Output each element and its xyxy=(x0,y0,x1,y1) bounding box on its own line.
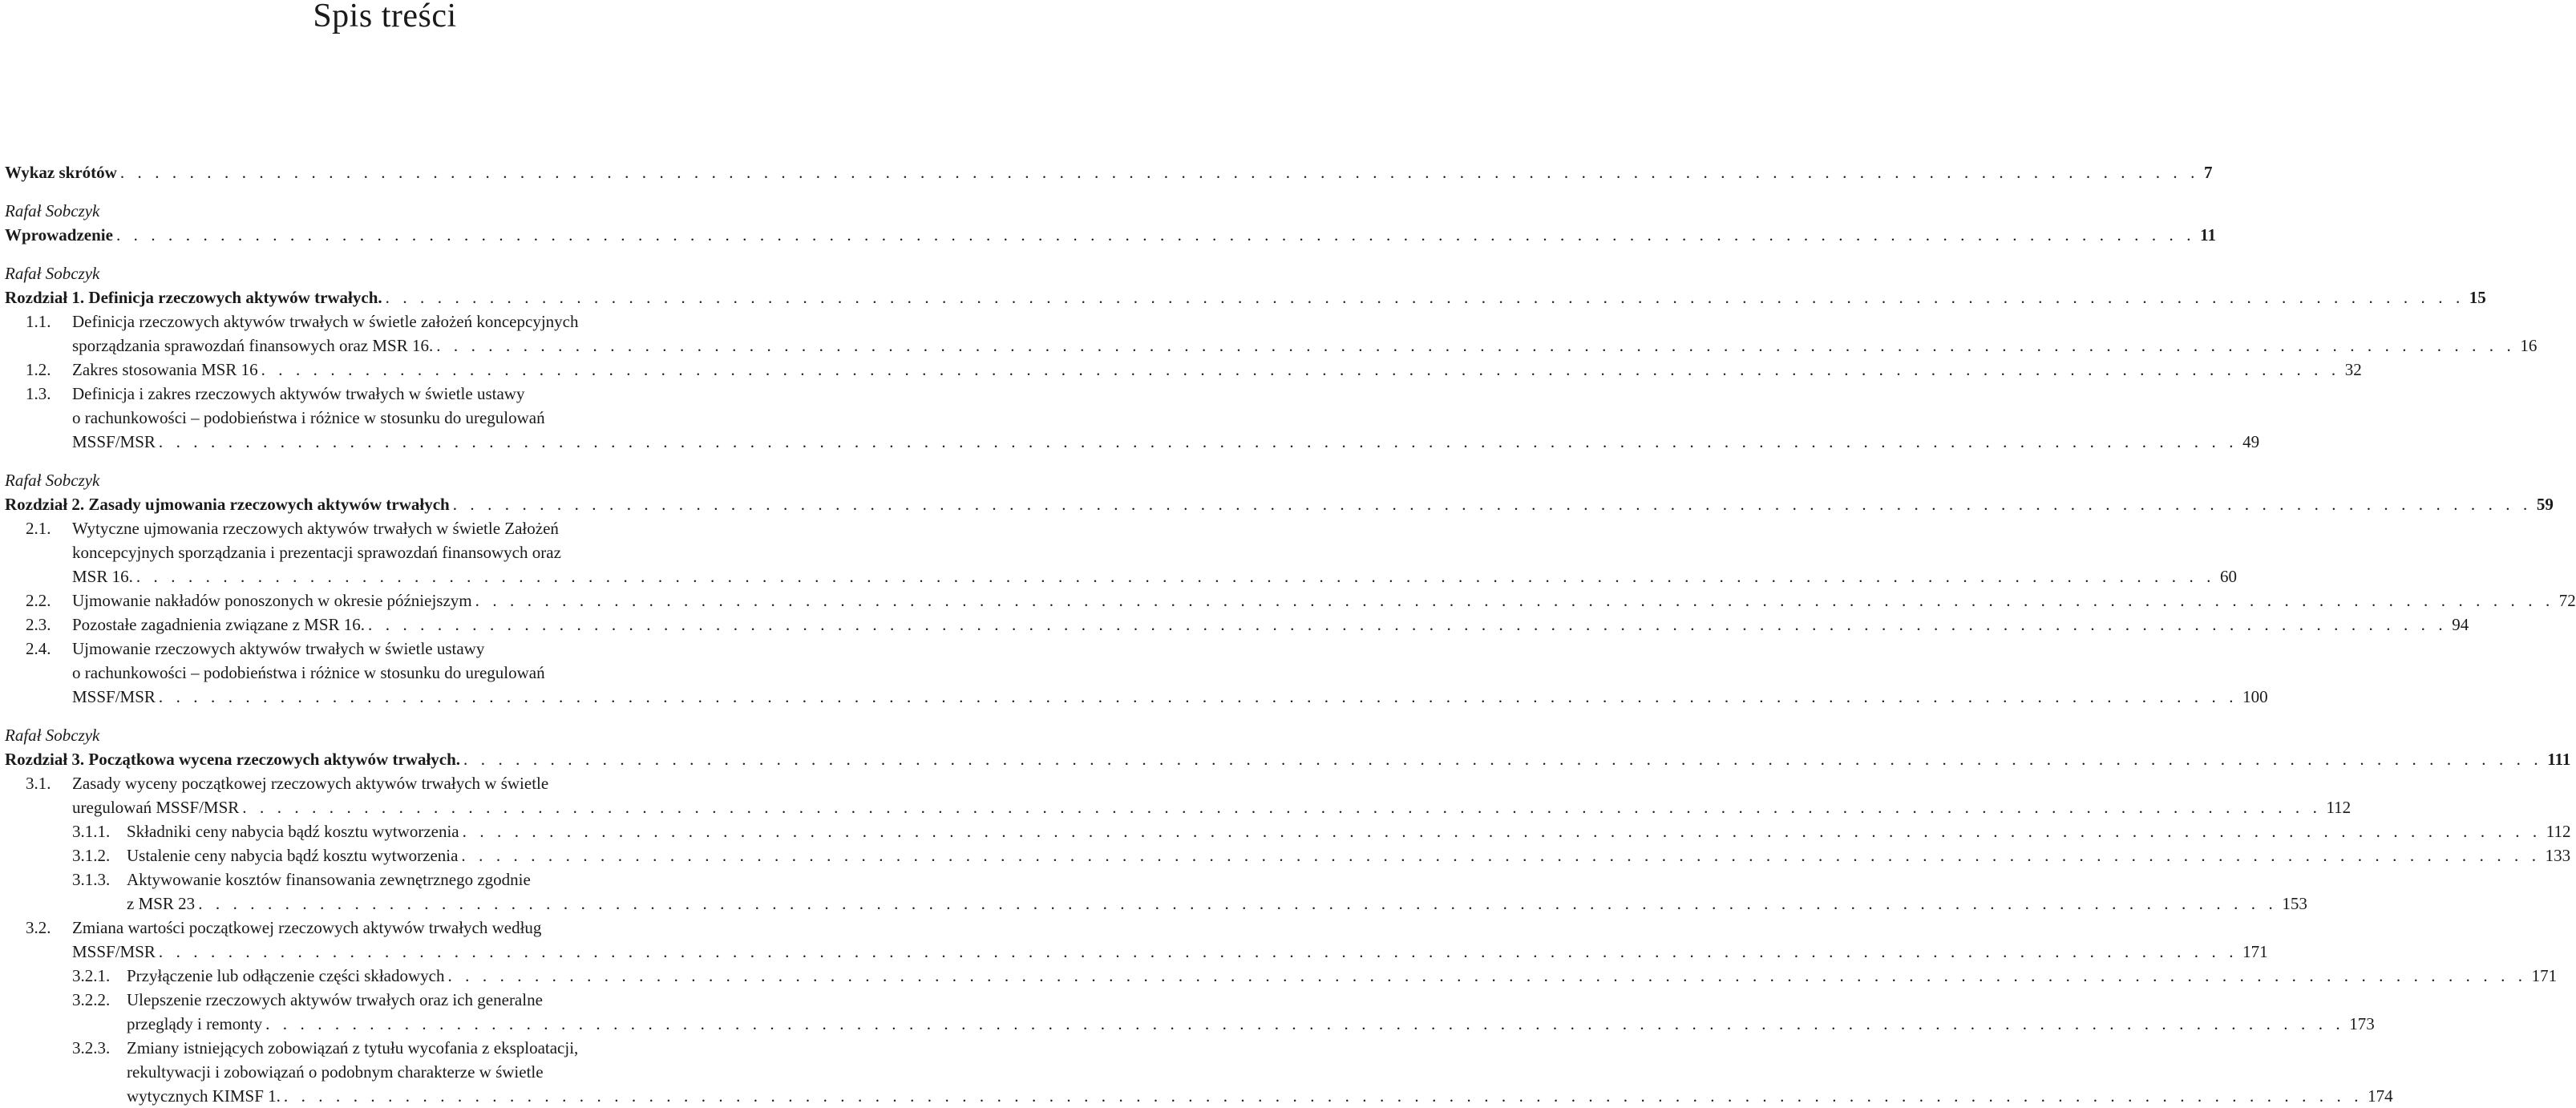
toc-entry[interactable] xyxy=(5,223,2216,247)
toc-entry-text: Zmiany istniejących zobowiązań z tytułu wycofania z eksploatacji, xyxy=(127,1038,579,1057)
toc-entry-text: MSSF/MSR xyxy=(72,687,156,706)
toc-entry[interactable] xyxy=(5,988,2375,1036)
table-of-contents xyxy=(5,160,2576,1108)
toc-entry-text: Rozdział 2. Zasady ujmowania rzeczowych aktywów trwałych xyxy=(5,495,450,514)
toc-entry-text: rekultywacji i zobowiązań o podobnym charakterze w świetle xyxy=(127,1062,544,1082)
dot-leader: . . . . . . . . . . . . . . . . . . . . . . . . . . . . . . . . . . . . . . . . . . . . . . . . . . . . . . . . . . . . . . . . . . . . . . . . . . . . . . . . . . . . . . . . . . . . . . . . . . . . . . . . . . . . . . . . . . . . . . . . xyxy=(452,495,2532,514)
toc-entry[interactable] xyxy=(5,843,2571,867)
toc-entry-text: o rachunkowości – podobieństwa i różnice w stosunku do uregulowań xyxy=(72,408,545,427)
dot-leader: . . . . . . . . . . . . . . . . . . . . . . . . . . . . . . . . . . . . . . . . . . . . . . . . . . . . . . . . . . . . . . . . . . . . . . . . . . . . . . . . . . . . . . . . . . . . . . . . . . . . . . . . . . . . . . . . . . . . . . . . xyxy=(119,163,2199,182)
dot-leader: . . . . . . . . . . . . . . . . . . . . . . . . . . . . . . . . . . . . . . . . . . . . . . . . . . . . . . . . . . . . . . . . . . . . . . . . . . . . . . . . . . . . . . . . . . . . . . . . . . . . . . . . . . . . . . . . . . . . . . . . xyxy=(158,432,2238,451)
toc-entry[interactable] xyxy=(5,160,2213,184)
chapter-author: Rafał Sobczyk xyxy=(5,726,100,745)
toc-entry[interactable] xyxy=(5,637,2268,709)
dot-leader: . . . . . . . . . . . . . . . . . . . . . . . . . . . . . . . . . . . . . . . . . . . . . . . . . . . . . . . . . . . . . . . . . . . . . . . . . . . . . . . . . . . . . . . . . . . . . . . . . . . . . . . . . . . . . . . . . . . . . . . . xyxy=(462,822,2542,841)
toc-entry[interactable] xyxy=(5,516,2238,588)
toc-entry-page: 112 xyxy=(2546,822,2571,841)
toc-entry-text: MSSF/MSR xyxy=(72,432,156,451)
toc-entry[interactable] xyxy=(5,819,2571,843)
toc-entry-page: 153 xyxy=(2282,894,2307,913)
toc-entry-page: 171 xyxy=(2531,966,2558,985)
dot-leader: . . . . . . . . . . . . . . . . . . . . . . . . . . . . . . . . . . . . . . . . . . . . . . . . . . . . . . . . . . . . . . . . . . . . . . . . . . . . . . . . . . . . . . . . . . . . . . . . . . . . . . . . . . . . . . . . . . . . . . . . xyxy=(368,615,2448,634)
dot-leader: . . . . . . . . . . . . . . . . . . . . . . . . . . . . . . . . . . . . . . . . . . . . . . . . . . . . . . . . . . . . . . . . . . . . . . . . . . . . . . . . . . . . . . . . . . . . . . . . . . . . . . . . . . . . . . . . . . . . . . . . xyxy=(261,360,2340,379)
toc-entry-page: 133 xyxy=(2545,846,2571,865)
toc-entry-text: Rozdział 1. Definicja rzeczowych aktywów trwałych. xyxy=(5,288,382,307)
toc-entry-text: MSSF/MSR xyxy=(72,942,156,961)
toc-entry-text: uregulowań MSSF/MSR xyxy=(72,798,240,817)
toc-entry[interactable] xyxy=(5,771,2352,819)
toc-entry-text: sporządzania sprawozdań finansowych oraz MSR 16. xyxy=(72,336,434,355)
chapter-author: Rafał Sobczyk xyxy=(5,201,100,220)
toc-entry[interactable] xyxy=(5,916,2268,964)
toc-entry-text: Wykaz skrótów xyxy=(5,163,117,182)
toc-entry-number: 2.1. xyxy=(26,519,51,538)
toc-entry-number: 3.2.1. xyxy=(72,966,111,985)
toc-entry-text: Ulepszenie rzeczowych aktywów trwałych oraz ich generalne xyxy=(127,990,543,1009)
toc-entry-page: 15 xyxy=(2469,288,2486,307)
toc-entry-number: 1.3. xyxy=(26,384,51,403)
toc-entry-text: przeglądy i remonty xyxy=(127,1014,263,1033)
toc-entry-text: MSR 16. xyxy=(72,567,133,586)
toc-entry[interactable] xyxy=(5,613,2469,637)
toc-entry-text: Rozdział 3. Początkowa wycena rzeczowych aktywów trwałych. xyxy=(5,750,461,769)
toc-entry-text: Wprowadzenie xyxy=(5,225,113,245)
toc-entry-text: Składniki ceny nabycia bądź kosztu wytworzenia xyxy=(127,822,459,841)
toc-entry-page: 112 xyxy=(2326,798,2352,817)
toc-entry-page: 32 xyxy=(2344,360,2362,379)
dot-leader: . . . . . . . . . . . . . . . . . . . . . . . . . . . . . . . . . . . . . . . . . . . . . . . . . . . . . . . . . . . . . . . . . . . . . . . . . . . . . . . . . . . . . . . . . . . . . . . . . . . . . . . . . . . . . . . . . . . . . . . . xyxy=(242,798,2322,817)
dot-leader: . . . . . . . . . . . . . . . . . . . . . . . . . . . . . . . . . . . . . . . . . . . . . . . . . . . . . . . . . . . . . . . . . . . . . . . . . . . . . . . . . . . . . . . . . . . . . . . . . . . . . . . . . . . . . . . . . . . . . . . . xyxy=(463,750,2543,769)
toc-entry-text: Pozostałe zagadnienia związane z MSR 16. xyxy=(72,615,366,634)
toc-entry-text: z MSR 23 xyxy=(127,894,196,913)
page-title: Spis treści xyxy=(313,0,457,34)
toc-entry-page: 60 xyxy=(2220,567,2238,586)
toc-entry-number: 1.1. xyxy=(26,312,51,331)
toc-entry-text: Definicja rzeczowych aktywów trwałych w świetle założeń koncepcyjnych xyxy=(72,312,579,331)
toc-entry-page: 7 xyxy=(2203,163,2213,182)
toc-entry-number: 2.3. xyxy=(26,615,51,634)
toc-entry[interactable] xyxy=(5,285,2486,309)
toc-entry-number: 3.2. xyxy=(26,918,51,937)
chapter-author: Rafał Sobczyk xyxy=(5,264,100,283)
toc-entry-text: wytycznych KIMSF 1. xyxy=(127,1086,281,1106)
toc-entry-text: Ujmowanie nakładów ponoszonych w okresie późniejszym xyxy=(72,591,472,610)
toc-entry-number: 3.1.1. xyxy=(72,822,111,841)
toc-entry-page: 59 xyxy=(2536,495,2554,514)
dot-leader: . . . . . . . . . . . . . . . . . . . . . . . . . . . . . . . . . . . . . . . . . . . . . . . . . . . . . . . . . . . . . . . . . . . . . . . . . . . . . . . . . . . . . . . . . . . . . . . . . . . . . . . . . . . . . . . . . . . . . . . . xyxy=(158,942,2238,961)
toc-entry-number: 3.2.2. xyxy=(72,990,111,1009)
toc-entry-page: 100 xyxy=(2242,687,2268,706)
toc-entry-page: 49 xyxy=(2242,432,2260,451)
toc-entry-page: 171 xyxy=(2242,942,2268,961)
toc-entry-text: Zakres stosowania MSR 16 xyxy=(72,360,258,379)
toc-entry-page: 11 xyxy=(2200,225,2216,245)
toc-entry-page: 173 xyxy=(2349,1014,2375,1033)
dot-leader: . . . . . . . . . . . . . . . . . . . . . . . . . . . . . . . . . . . . . . . . . . . . . . . . . . . . . . . . . . . . . . . . . . . . . . . . . . . . . . . . . . . . . . . . . . . . . . . . . . . . . . . . . . . . . . . . . . . . . . . . xyxy=(135,567,2216,586)
dot-leader: . . . . . . . . . . . . . . . . . . . . . . . . . . . . . . . . . . . . . . . . . . . . . . . . . . . . . . . . . . . . . . . . . . . . . . . . . . . . . . . . . . . . . . . . . . . . . . . . . . . . . . . . . . . . . . . . . . . . . . . . xyxy=(436,336,2516,355)
toc-entry-page: 94 xyxy=(2452,615,2469,634)
toc-entry-page: 72 xyxy=(2558,591,2576,610)
toc-entry[interactable] xyxy=(5,964,2558,988)
dot-leader: . . . . . . . . . . . . . . . . . . . . . . . . . . . . . . . . . . . . . . . . . . . . . . . . . . . . . . . . . . . . . . . . . . . . . . . . . . . . . . . . . . . . . . . . . . . . . . . . . . . . . . . . . . . . . . . . . . . . . . . . xyxy=(283,1086,2364,1106)
dot-leader: . . . . . . . . . . . . . . . . . . . . . . . . . . . . . . . . . . . . . . . . . . . . . . . . . . . . . . . . . . . . . . . . . . . . . . . . . . . . . . . . . . . . . . . . . . . . . . . . . . . . . . . . . . . . . . . . . . . . . . . . xyxy=(158,687,2238,706)
toc-entry-number: 2.2. xyxy=(26,591,51,610)
toc-entry-text: Definicja i zakres rzeczowych aktywów trwałych w świetle ustawy xyxy=(72,384,525,403)
toc-entry-text: Ujmowanie rzeczowych aktywów trwałych w świetle ustawy xyxy=(72,639,485,658)
dot-leader: . . . . . . . . . . . . . . . . . . . . . . . . . . . . . . . . . . . . . . . . . . . . . . . . . . . . . . . . . . . . . . . . . . . . . . . . . . . . . . . . . . . . . . . . . . . . . . . . . . . . . . . . . . . . . . . . . . . . . . . . xyxy=(198,894,2278,913)
toc-entry-number: 3.1.2. xyxy=(72,846,111,865)
toc-entry[interactable] xyxy=(5,588,2576,613)
toc-entry-number: 3.1.3. xyxy=(72,870,111,889)
toc-entry-text: Wytyczne ujmowania rzeczowych aktywów trwałych w świetle Założeń xyxy=(72,519,559,538)
toc-entry[interactable] xyxy=(5,747,2571,771)
dot-leader: . . . . . . . . . . . . . . . . . . . . . . . . . . . . . . . . . . . . . . . . . . . . . . . . . . . . . . . . . . . . . . . . . . . . . . . . . . . . . . . . . . . . . . . . . . . . . . . . . . . . . . . . . . . . . . . . . . . . . . . . xyxy=(385,288,2465,307)
toc-entry[interactable] xyxy=(5,492,2554,516)
toc-entry-page: 111 xyxy=(2547,750,2571,769)
chapter-author: Rafał Sobczyk xyxy=(5,471,100,490)
dot-leader: . . . . . . . . . . . . . . . . . . . . . . . . . . . . . . . . . . . . . . . . . . . . . . . . . . . . . . . . . . . . . . . . . . . . . . . . . . . . . . . . . . . . . . . . . . . . . . . . . . . . . . . . . . . . . . . . . . . . . . . . xyxy=(115,225,2196,245)
toc-entry-page: 16 xyxy=(2520,336,2538,355)
toc-entry-page: 174 xyxy=(2368,1086,2393,1106)
toc-entry-number: 1.2. xyxy=(26,360,51,379)
toc-entry-text: Zasady wyceny początkowej rzeczowych aktywów trwałych w świetle xyxy=(72,774,549,793)
toc-entry[interactable] xyxy=(5,382,2260,454)
toc-entry[interactable] xyxy=(5,867,2307,916)
toc-entry[interactable] xyxy=(5,309,2538,358)
toc-entry-number: 3.2.3. xyxy=(72,1038,111,1057)
toc-entry[interactable] xyxy=(5,358,2362,382)
toc-entry[interactable] xyxy=(5,1036,2393,1108)
dot-leader: . . . . . . . . . . . . . . . . . . . . . . . . . . . . . . . . . . . . . . . . . . . . . . . . . . . . . . . . . . . . . . . . . . . . . . . . . . . . . . . . . . . . . . . . . . . . . . . . . . . . . . . . . . . . . . . . . . . . . . . . xyxy=(447,966,2527,985)
toc-entry-text: koncepcyjnych sporządzania i prezentacji sprawozdań finansowych oraz xyxy=(72,543,561,562)
dot-leader: . . . . . . . . . . . . . . . . . . . . . . . . . . . . . . . . . . . . . . . . . . . . . . . . . . . . . . . . . . . . . . . . . . . . . . . . . . . . . . . . . . . . . . . . . . . . . . . . . . . . . . . . . . . . . . . . . . . . . . . . xyxy=(265,1014,2345,1033)
toc-entry-text: o rachunkowości – podobieństwa i różnice w stosunku do uregulowań xyxy=(72,663,545,682)
toc-entry-text: Ustalenie ceny nabycia bądź kosztu wytworzenia xyxy=(127,846,459,865)
dot-leader: . . . . . . . . . . . . . . . . . . . . . . . . . . . . . . . . . . . . . . . . . . . . . . . . . . . . . . . . . . . . . . . . . . . . . . . . . . . . . . . . . . . . . . . . . . . . . . . . . . . . . . . . . . . . . . . . . . . . . . . . xyxy=(461,846,2541,865)
dot-leader: . . . . . . . . . . . . . . . . . . . . . . . . . . . . . . . . . . . . . . . . . . . . . . . . . . . . . . . . . . . . . . . . . . . . . . . . . . . . . . . . . . . . . . . . . . . . . . . . . . . . . . . . . . . . . . . . . . . . . . . . xyxy=(475,591,2554,610)
toc-entry-text: Aktywowanie kosztów finansowania zewnętrznego zgodnie xyxy=(127,870,531,889)
toc-entry-text: Zmiana wartości początkowej rzeczowych aktywów trwałych według xyxy=(72,918,542,937)
toc-entry-number: 3.1. xyxy=(26,774,51,793)
toc-entry-text: Przyłączenie lub odłączenie części składowych xyxy=(127,966,445,985)
toc-entry-number: 2.4. xyxy=(26,639,51,658)
